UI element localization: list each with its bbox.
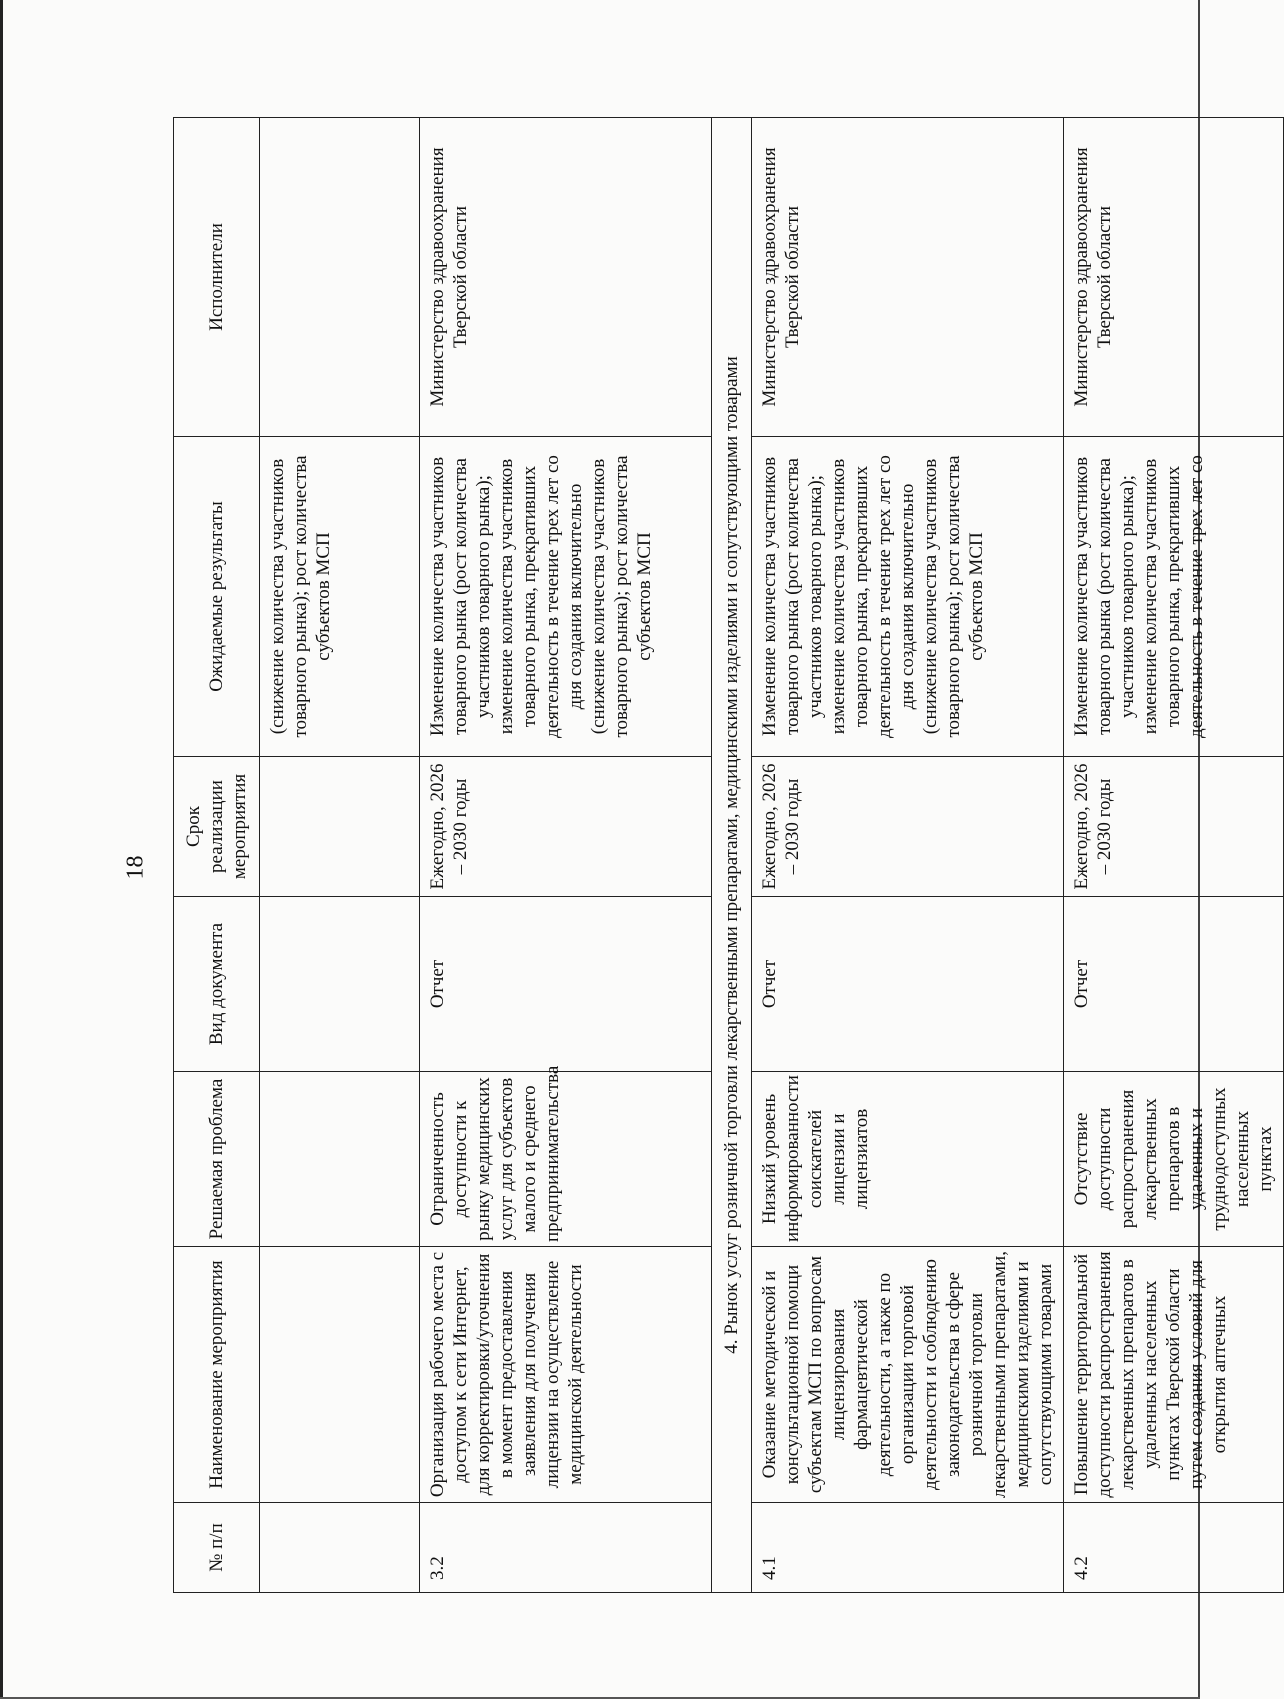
row-4-2-num: 4.2	[1064, 1503, 1284, 1593]
cont-executors	[260, 118, 420, 437]
row-4-1-name: Оказание методической и консультационной помощи субъектам МСП по вопросам лицензирования фармацевтической деятельности, а также по организации торговой деятельности и соблюдению законодательства в сфере розничной торговли лекарственными препаратами, медицинскими изделиями и сопутствующими товарами	[752, 1247, 1064, 1503]
row-3-2-executors: Министерство здравоохранения Тверской области	[420, 118, 712, 437]
header-term: Срок реализации мероприятия	[174, 757, 260, 897]
table-header-row	[174, 118, 260, 1593]
row-3-2-doc: Отчет	[420, 897, 712, 1072]
row-4-2-results: Изменение количества участников товарного рынка (рост количества участников товарного рынка); изменение количества участников товарного рынка, прекративших деятельность в течение трех лет со	[1064, 437, 1284, 757]
cont-num	[260, 1503, 420, 1593]
section-4-row	[712, 118, 752, 1593]
row-4-1-doc: Отчет	[752, 897, 1064, 1072]
header-results: Ожидаемые результаты	[174, 437, 260, 757]
row-4-2-problem: Отсутствие доступности распространения лекарственных препаратов в удаленных и труднодоступных населенных пунктах	[1064, 1072, 1284, 1247]
header-executors: Исполнители	[174, 118, 260, 437]
row-4-2-executors: Министерство здравоохранения Тверской области	[1064, 118, 1284, 437]
row-4-1-num: 4.1	[752, 1503, 1064, 1593]
cont-results: (снижение количества участников товарного рынка); рост количества субъектов МСП	[260, 437, 420, 757]
header-num: № п/п	[174, 1503, 260, 1593]
row-4-1-executors: Министерство здравоохранения Тверской области	[752, 118, 1064, 437]
header-name: Наименование мероприятия	[174, 1247, 260, 1503]
measures-table	[173, 117, 1284, 1593]
page-number: 18	[122, 855, 149, 880]
row-4-2-term: Ежегодно, 2026 – 2030 годы	[1064, 757, 1284, 897]
table-row-3-2	[420, 118, 712, 1593]
table-row-4-2	[1064, 118, 1284, 1593]
scan-edge-left	[0, 0, 3, 1699]
row-3-2-name: Организация рабочего места с доступом к сети Интернет, для корректировки/уточнения в момент предоставления заявления для получения лицензии на осуществление медицинской деятельности	[420, 1247, 712, 1503]
rotated-page-content	[173, 118, 1276, 1593]
header-doc: Вид документа	[174, 897, 260, 1072]
row-4-1-problem: Низкий уровень информированности соискателей лицензии и лицензиатов	[752, 1072, 1064, 1247]
row-3-2-results: Изменение количества участников товарного рынка (рост количества участников товарного рынка); изменение количества участников товарного рынка, прекративших деятельность в течение трех лет со дня создания включительно (снижение количества участников товарного рынка); рост количества субъектов МСП	[420, 437, 712, 757]
cont-name	[260, 1247, 420, 1503]
continuation-row	[260, 118, 420, 1593]
row-4-1-results: Изменение количества участников товарного рынка (рост количества участников товарного рынка); изменение количества участников товарного рынка, прекративших деятельность в течение трех лет со дня создания включительно (снижение количества участников товарного рынка); рост количества субъектов МСП	[752, 437, 1064, 757]
cont-problem	[260, 1072, 420, 1247]
table-row-4-1	[752, 118, 1064, 1593]
row-3-2-problem: Ограниченность доступности к рынку медицинских услуг для субъектов малого и среднего предпринимательства	[420, 1072, 712, 1247]
row-4-1-term: Ежегодно, 2026 – 2030 годы	[752, 757, 1064, 897]
row-4-2-name: Повышение территориальной доступности распространения лекарственных препаратов в удаленных населенных пунктах Тверской области путем создания условий для открытия аптечных	[1064, 1247, 1284, 1503]
section-4-title: 4. Рынок услуг розничной торговли лекарственными препаратами, медицинскими изделиями и сопутствующими товарами	[712, 118, 752, 1593]
row-3-2-num: 3.2	[420, 1503, 712, 1593]
row-3-2-term: Ежегодно, 2026 – 2030 годы	[420, 757, 712, 897]
cont-doc	[260, 897, 420, 1072]
row-4-2-doc: Отчет	[1064, 897, 1284, 1072]
cont-term	[260, 757, 420, 897]
header-problem: Решаемая проблема	[174, 1072, 260, 1247]
